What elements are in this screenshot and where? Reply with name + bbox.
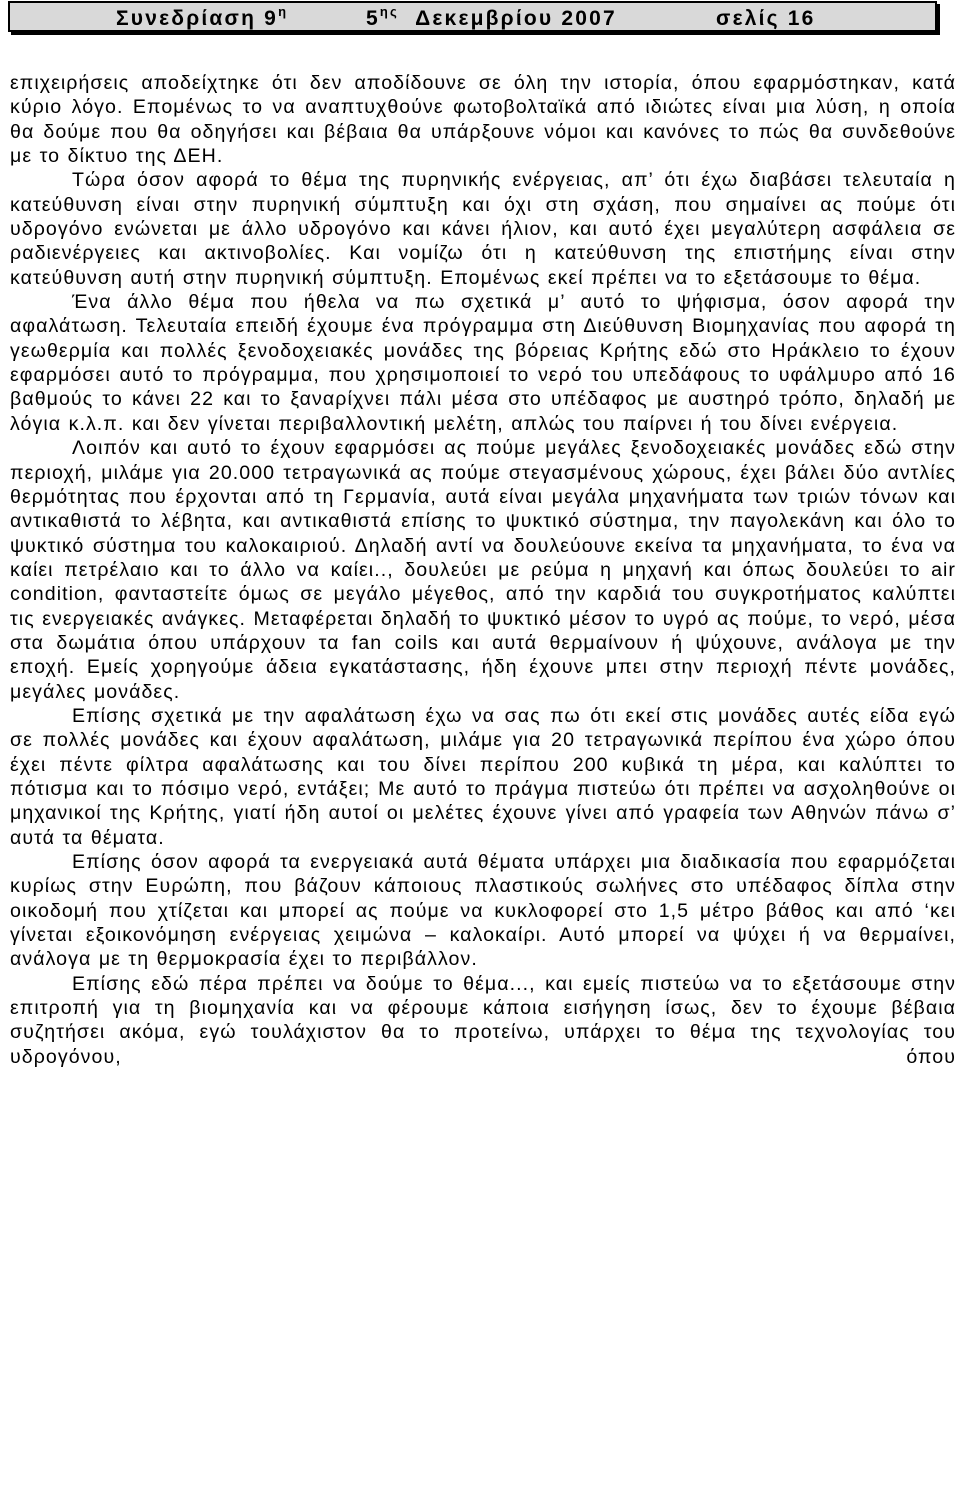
session-date <box>366 3 617 34</box>
session-label: Συνεδρίαση 9 <box>116 7 279 30</box>
document-body <box>10 71 956 1069</box>
paragraph: Λοιπόν και αυτό το έχουν εφαρμόσει ας πούμε μεγάλες ξενοδοχειακές μονάδες εδώ στην περιοχή, μιλάμε για 20.000 τετραγωνικά ας πούμε στεγασμένους χώρους, έχει βάλει δύο αντλίες θερμότητας που έρχονται από τη Γερμανία, αυτά είναι μεγάλα μηχανήματα των τριών τόνων και αντικαθιστά το λέβητα, και αντικαθιστά επίσης το ψυκτικό σύστημα, την παγολεκάνη και όλο το ψυκτικό σύστημα του καλοκαιριού. Δηλαδή αντί να δουλεύουνε εκείνα τα μηχανήματα, το ένα να καίει πετρέλαιο και το άλλο να καίει.., δουλεύει με ρεύμα η μηχανή και όπως δουλεύει το air condition, φανταστείτε όμως σε μεγάλο μέγεθος, από την καρδιά του συγκροτήματος καλύπτει τις ενεργειακές ανάγκες. Μεταφέρεται δηλαδή το ψυκτικό μέσον το υγρό ας πούμε, το νερό, μέσα στα δωμάτια όπου υπάρχουν τα fan coils και αυτά θερμαίνουν ή ψύχουνε, ανάλογα με την εποχή. Εμείς χορηγούμε άδεια εγκατάστασης, ήδη έχουνε μπει στην περιοχή πέντε μονάδες, μεγάλες μονάδες. <box>10 437 956 703</box>
session-number <box>116 3 288 34</box>
paragraph: Ένα άλλο θέμα που ήθελα να πω σχετικά μ’ αυτό το ψήφισμα, όσον αφορά την αφαλάτωση. Τελευταία επειδή έχουμε ένα πρόγραμμα στη Διεύθυνση Βιομηχανίας που αφορά τη γεωθερμία και πολλές ξενοδοχειακές μονάδες της βόρειας Κρήτης εδώ στο Ηράκλειο το έχουν εφαρμόσει αυτό το πρόγραμμα, που χρησιμοποιεί το νερό του υπεδάφους το υφάλμυρο από 16 βαθμούς το κάνει 22 και το ξαναρίχνει πάλι μέσα στο υπέδαφος με αυστηρό τρόπο, δηλαδή με λόγια κ.λ.π. και δεν γίνεται περιβαλλοντική μελέτη, απλώς του παίρνει ή του δίνει ενέργεια. <box>10 291 956 435</box>
session-ordinal: η <box>278 4 289 19</box>
page-header <box>8 1 937 32</box>
paragraph: Επίσης όσον αφορά τα ενεργειακά αυτά θέματα υπάρχει μια διαδικασία που εφαρμόζεται κυρίως στην Ευρώπη, που βάζουν κάποιους πλαστικούς σωλήνες στο υπέδαφος δίπλα στην οικοδομή που χτίζεται και μπορεί ας πούμε να κυκλοφορεί στο 1,5 μέτρο βάθος και από ‘κει γίνεται εξοικονόμηση ενέργειας χειμώνα – καλοκαίρι. Αυτό μπορεί να ψύχει ή να θερμαίνει, ανάλογα με τη θερμοκρασία έχει το περιβάλλον. <box>10 851 956 971</box>
page-number: σελίς 16 <box>716 7 816 30</box>
paragraph: Επίσης εδώ πέρα πρέπει να δούμε το θέμα..., και εμείς πιστεύω να το εξετάσουμε στην επιτροπή για τη βιομηχανία και να φέρουμε κάποια εισήγηση ίσως, δεν το έχουμε βέβαια συζητήσει ακόμα, εγώ τουλάχιστον θα το προτείνω, υπάρχει το θέμα της τεχνολογίας του υδρογόνου, όπου <box>10 972 956 1068</box>
date-ordinal: ης <box>379 4 399 19</box>
paragraph: Τώρα όσον αφορά το θέμα της πυρηνικής ενέργειας, απ’ ότι έχω διαβάσει τελευταία η κατεύθυνση είναι στην πυρηνική σύμπτυξη και όχι στη σχάση, που σημαίνει ας πούμε ότι υδρογόνο ενώνεται με άλλο υδρογόνο και κάνει ήλιον, και αυτό έχει μεγαλύτερη ασφάλεια σε ραδιενέργειες και ακτινοβολίες. Και νομίζω ότι η κατεύθυνση της επιστήμης είναι στην κατεύθυνση αυτή στην πυρηνική σύμπτυξη. Επομένως εκεί πρέπει να το εξετάσουμε το θέμα. <box>10 169 956 289</box>
date-month-year: Δεκεμβρίου 2007 <box>415 7 617 30</box>
paragraph: επιχειρήσεις αποδείχτηκε ότι δεν αποδίδουνε σε όλη την ιστορία, όπου εφαρμόστηκαν, κατά κύριο λόγο. Επομένως το να αναπτυχθούνε φωτοβολταϊκά από ιδιώτες είναι μια λύση, η οποία θα δούμε που θα οδηγήσει και βέβαια θα υπάρξουνε νόμοι και κανόνες το πώς θα συνδεθούνε με το δίκτυο της ΔΕΗ. <box>10 72 956 168</box>
paragraph: Επίσης σχετικά με την αφαλάτωση έχω να σας πω ότι εκεί στις μονάδες αυτές είδα εγώ σε πολλές μονάδες και έχουν αφαλάτωση, μιλάμε για 20 τετραγωνικά περίπου ένα χώρο όπου έχει πέντε φίλτρα αφαλάτωσης και του δίνει περίπου 200 κυβικά τη μέρα, και καλύπτει το πότισμα και το πόσιμο νερό, εντάξει; Με αυτό το πράγμα πιστεύω ότι πρέπει να ασχοληθούνε οι μηχανικοί της Κρήτης, γιατί ήδη αυτοί οι μελέτες έχουνε γίνει από γραφεία των Αθηνών πάνω σ’ αυτά τα θέματα. <box>10 704 956 849</box>
date-day: 5 <box>366 7 380 30</box>
